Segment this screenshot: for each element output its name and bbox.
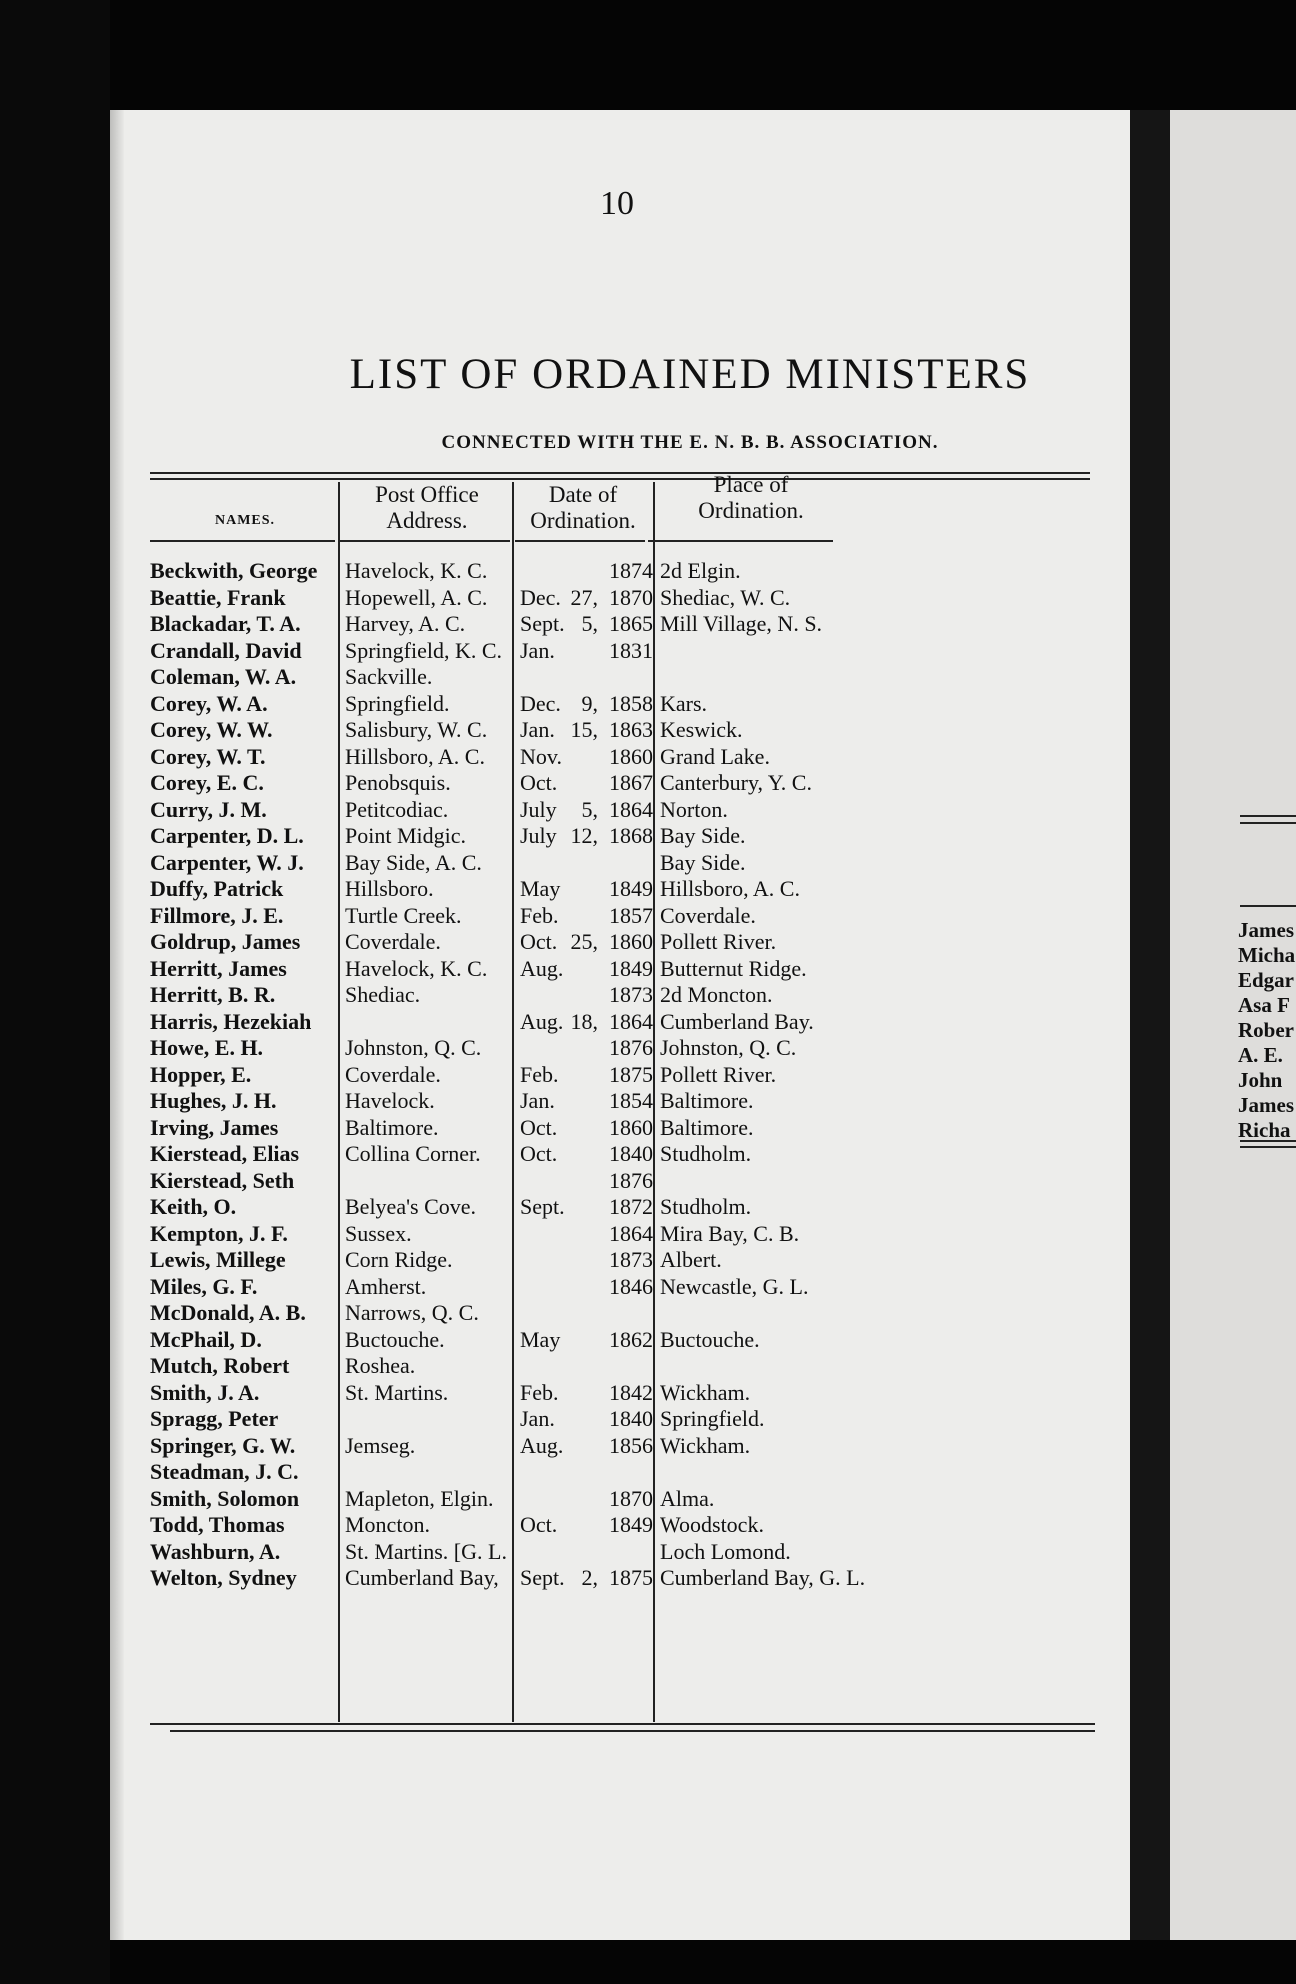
ordination-place: Pollett River. [660,1061,777,1087]
post-office-address: Sussex. [345,1220,412,1246]
post-office-address: Havelock. [345,1088,435,1113]
post-office-address: Shediac. [345,982,421,1007]
header-date [514,482,652,534]
facing-name: James [1238,918,1294,942]
ordination-day: 27, [570,584,598,610]
header-post-office-line1: Post Office [375,482,479,507]
ordination-month: Nov. [520,743,562,769]
ordination-year: 1874 [609,558,653,583]
ordination-place: Butternut Ridge. [660,955,807,981]
post-office-address: Coverdale. [345,929,441,954]
ordination-place: Buctouche. [660,1326,760,1352]
post-office-address: Hopewell, A. C. [345,584,488,610]
ordination-day: 5, [581,796,598,822]
post-office-address: Belyea's Cove. [345,1194,477,1219]
table-row [150,850,1150,877]
ordination-year: 1876 [609,1035,653,1060]
ordination-year: 1864 [609,796,653,822]
header-place-line2: Ordination. [698,498,804,523]
ordination-month: Jan. [520,717,555,742]
minister-name: Duffy, Patrick [150,876,284,901]
post-office-address: St. Martins. [G. L. [345,1538,507,1564]
page-title: LIST OF ORDAINED MINISTERS [349,351,1031,398]
minister-name: Lewis, Millege [150,1247,286,1272]
table-row [150,691,1150,718]
ordination-month: Feb. [520,1379,559,1405]
header-top-rule [150,472,1090,474]
minister-name: Welton, Sydney [150,1565,297,1590]
ordination-place: Alma. [660,1485,715,1511]
ordination-year: 1854 [609,1088,653,1113]
post-office-address: Sackville. [345,664,433,689]
ordination-place: 2d Elgin. [660,558,741,583]
ordination-place: Springfield. [660,1406,765,1431]
ordination-year: 1849 [609,876,653,901]
ordination-place: Norton. [660,796,728,822]
table-row [150,1327,1150,1354]
minister-name: Corey, E. C. [150,770,264,795]
ordination-place: Woodstock. [660,1512,764,1537]
document-page [110,110,1130,1940]
page-number: 10 [600,185,634,222]
ordination-place: Shediac, W. C. [660,584,791,610]
post-office-address: Moncton. [345,1512,430,1537]
facing-name: Micha [1238,943,1296,967]
facing-name: Edgar [1238,968,1295,992]
table-row [150,664,1150,691]
minister-name: McDonald, A. B. [150,1300,306,1325]
ordination-place: Baltimore. [660,1088,754,1113]
header-place-line1: Place of [713,472,789,497]
ordination-year: 1840 [609,1406,653,1431]
minister-name: Steadman, J. C. [150,1459,299,1484]
post-office-address: Hillsboro. [345,876,434,901]
ordination-place: Grand Lake. [660,743,770,769]
ordination-year: 1849 [609,1512,653,1537]
ordination-month: Jan. [520,1406,555,1431]
ordination-year: 1856 [609,1432,653,1458]
post-office-address: Buctouche. [345,1326,445,1352]
ordination-year: 1840 [609,1141,653,1166]
minister-name: Corey, W. A. [150,690,268,716]
table-row [150,797,1150,824]
minister-name: Goldrup, James [150,929,301,954]
table-row [150,1459,1150,1486]
ordination-year: 1873 [609,1247,653,1272]
table-row [150,1115,1150,1142]
post-office-address: Jemseg. [345,1432,416,1458]
ordination-place: Bay Side. [660,823,746,848]
post-office-address: St. Martins. [345,1379,449,1405]
ordination-year: 1872 [609,1194,653,1219]
ordination-year: 1873 [609,982,653,1007]
ordination-day: 9, [581,690,598,716]
scan-margin-left [0,0,110,1984]
facing-rule-5 [1240,1146,1296,1148]
minister-name: Washburn, A. [150,1538,281,1564]
minister-name: Corey, W. T. [150,743,266,769]
minister-name: Kierstead, Elias [150,1141,300,1166]
ordination-month: Oct. [520,929,558,954]
facing-name: Rober [1238,1018,1294,1042]
table-row [150,1539,1150,1566]
ordination-year: 1849 [609,955,653,981]
header-bottom-rule-date [515,540,645,542]
post-office-address: Springfield, K. C. [345,637,503,663]
header-place [656,472,846,524]
ordination-month: Jan. [520,1088,555,1113]
facing-name: John [1238,1068,1283,1092]
header-names: NAMES. [214,513,276,528]
ordination-year: 1863 [609,717,653,742]
ordination-day: 12, [570,823,598,848]
minister-name: Irving, James [150,1114,279,1140]
header-date-line2: Ordination. [530,508,636,533]
ordination-place: Coverdale. [660,902,756,928]
table-row [150,956,1150,983]
ordination-place: Kars. [660,690,708,716]
ordination-year: 1865 [609,611,653,636]
table-row [150,1486,1150,1513]
ordination-month: Jan. [520,637,555,663]
ordination-year: 1870 [609,1485,653,1511]
post-office-address: Salisbury, W. C. [345,717,488,742]
ordination-month: Feb. [520,1061,559,1087]
page-subtitle: CONNECTED WITH THE E. N. B. B. ASSOCIATION. [441,432,939,453]
ordination-place: Wickham. [660,1432,751,1458]
post-office-address: Coverdale. [345,1061,441,1087]
post-office-address: Hillsboro, A. C. [345,743,485,769]
ordination-month: Aug. [520,1432,564,1458]
ordination-place: Cumberland Bay. [660,1008,814,1034]
ordination-month: Dec. [520,584,561,610]
post-office-address: Petitcodiac. [345,796,449,822]
table-row [150,823,1150,850]
ordination-place: Studholm. [660,1141,752,1166]
table-row [150,585,1150,612]
minister-name: Smith, Solomon [150,1485,300,1511]
ordination-year: 1870 [609,584,653,610]
ordination-place: Newcastle, G. L. [660,1273,809,1299]
ordination-year: 1862 [609,1326,653,1352]
table-row [150,717,1150,744]
minister-name: Howe, E. H. [150,1035,264,1060]
ordination-year: 1857 [609,902,653,928]
book-spine [1130,110,1170,1940]
post-office-address: Turtle Creek. [345,902,462,928]
ordination-place: Canterbury, Y. C. [660,770,812,795]
ordination-place: Studholm. [660,1194,752,1219]
ordination-month: May [520,876,561,901]
post-office-address: Corn Ridge. [345,1247,453,1272]
ordination-day: 15, [570,717,598,742]
ordination-year: 1842 [609,1379,653,1405]
ordination-month: Oct. [520,1512,558,1537]
minister-name: Curry, J. M. [150,796,267,822]
minister-name: Springer, G. W. [150,1432,296,1458]
table-row [150,1380,1150,1407]
ordination-month: Aug. [520,955,564,981]
ordination-place: Baltimore. [660,1114,754,1140]
ordination-year: 1846 [609,1273,653,1299]
table-row [150,1565,1150,1592]
minister-name: Herritt, James [150,955,287,981]
ministers-table [150,558,1150,1592]
minister-name: Beattie, Frank [150,584,286,610]
table-row [150,1194,1150,1221]
minister-name: Fillmore, J. E. [150,902,284,928]
table-row [150,1141,1150,1168]
ordination-month: Aug. [520,1008,564,1034]
post-office-address: Narrows, Q. C. [345,1300,479,1325]
ordination-year: 1860 [609,743,653,769]
ordination-month: May [520,1326,561,1352]
table-bottom-rule [150,1723,1095,1725]
facing-rule-3 [1240,905,1296,907]
facing-page-fragment [1170,110,1296,1940]
post-office-address: Havelock, K. C. [345,558,488,583]
minister-name: Beckwith, George [150,558,318,583]
minister-name: Blackadar, T. A. [150,611,301,636]
table-row [150,876,1150,903]
ordination-place: Pollett River. [660,929,777,954]
minister-name: Carpenter, W. J. [150,849,304,875]
table-bottom-rule-2 [170,1730,1095,1732]
minister-name: Keith, O. [150,1194,237,1219]
table-row [150,1035,1150,1062]
table-row [150,611,1150,638]
minister-name: Hughes, J. H. [150,1088,277,1113]
ordination-month: Oct. [520,770,558,795]
table-row [150,1221,1150,1248]
ordination-year: 1860 [609,1114,653,1140]
table-row [150,982,1150,1009]
ordination-place: Mill Village, N. S. [660,611,823,636]
ordination-day: 2, [581,1565,598,1590]
minister-name: Todd, Thomas [150,1512,285,1537]
ordination-day: 18, [570,1008,598,1034]
post-office-address: Johnston, Q. C. [345,1035,482,1060]
minister-name: Spragg, Peter [150,1406,279,1431]
table-row [150,1512,1150,1539]
ordination-year: 1858 [609,690,653,716]
minister-name: Coleman, W. A. [150,664,297,689]
ordination-place: Johnston, Q. C. [660,1035,797,1060]
minister-name: Corey, W. W. [150,717,273,742]
ordination-month: Sept. [520,1194,565,1219]
post-office-address: Roshea. [345,1353,416,1378]
ordination-year: 1868 [609,823,653,848]
ordination-month: July [520,796,557,822]
ordination-place: Loch Lomond. [660,1538,791,1564]
header-date-line1: Date of [548,482,618,507]
header-post-office-line2: Address. [386,508,468,533]
table-row [150,1353,1150,1380]
post-office-address: Springfield. [345,690,450,716]
minister-name: McPhail, D. [150,1326,262,1352]
minister-name: Mutch, Robert [150,1353,290,1378]
ordination-year: 1860 [609,929,653,954]
header-bottom-rule-place [648,540,833,542]
ordination-year: 1867 [609,770,653,795]
post-office-address: Baltimore. [345,1114,439,1140]
facing-name: James [1238,1093,1294,1117]
ordination-month: Sept. [520,1565,565,1590]
minister-name: Kempton, J. F. [150,1220,288,1246]
minister-name: Carpenter, D. L. [150,823,304,848]
minister-name: Hopper, E. [150,1061,252,1087]
ordination-place: Bay Side. [660,849,746,875]
ordination-month: Feb. [520,902,559,928]
table-row [150,558,1150,585]
table-row [150,903,1150,930]
header-post-office [342,482,512,534]
table-row [150,638,1150,665]
post-office-address: Cumberland Bay, [345,1565,499,1590]
table-row [150,1274,1150,1301]
ordination-day: 25, [570,929,598,954]
post-office-address: Mapleton, Elgin. [345,1485,494,1511]
ordination-month: Sept. [520,611,565,636]
minister-name: Herritt, B. R. [150,982,276,1007]
header-bottom-rule-names [150,540,335,542]
post-office-address: Amherst. [345,1273,427,1299]
post-office-address: Penobsquis. [345,770,451,795]
ordination-month: Oct. [520,1114,558,1140]
post-office-address: Collina Corner. [345,1141,481,1166]
post-office-address: Point Midgic. [345,823,467,848]
table-row [150,929,1150,956]
table-row [150,1062,1150,1089]
ordination-year: 1875 [609,1061,653,1087]
table-row [150,1406,1150,1433]
table-row [150,1300,1150,1327]
ordination-place: Cumberland Bay, G. L. [660,1565,866,1590]
header-top-rule-2 [150,478,1090,480]
table-row [150,1168,1150,1195]
ordination-year: 1864 [609,1220,653,1246]
table-row [150,770,1150,797]
facing-name: A. E. [1238,1043,1283,1067]
table-row [150,1088,1150,1115]
post-office-address: Havelock, K. C. [345,955,488,981]
table-row [150,1433,1150,1460]
minister-name: Kierstead, Seth [150,1167,295,1193]
minister-name: Miles, G. F. [150,1273,258,1299]
ordination-month: Oct. [520,1141,558,1166]
ordination-place: Mira Bay, C. B. [660,1220,800,1246]
ordination-month: July [520,823,557,848]
post-office-address: Harvey, A. C. [345,611,466,636]
minister-name: Smith, J. A. [150,1379,260,1405]
post-office-address: Bay Side, A. C. [345,849,482,875]
ordination-year: 1875 [609,1565,653,1590]
ordination-year: 1831 [609,637,653,663]
facing-name: Richa [1238,1118,1291,1142]
facing-rule-2 [1240,822,1296,824]
facing-rule-1 [1240,815,1296,817]
ordination-place: Hillsboro, A. C. [660,876,800,901]
table-row [150,744,1150,771]
table-row [150,1009,1150,1036]
ordination-place: Albert. [660,1247,722,1272]
ordination-day: 5, [581,611,598,636]
ordination-year: 1864 [609,1008,653,1034]
ordination-place: Wickham. [660,1379,751,1405]
table-row [150,1247,1150,1274]
minister-name: Crandall, David [150,637,302,663]
ordination-month: Dec. [520,690,561,716]
ordination-place: 2d Moncton. [660,982,773,1007]
facing-name: Asa F [1238,993,1290,1017]
header-bottom-rule-address [340,540,510,542]
minister-name: Harris, Hezekiah [150,1008,312,1034]
ordination-year: 1876 [609,1167,653,1193]
ordination-place: Keswick. [660,717,743,742]
